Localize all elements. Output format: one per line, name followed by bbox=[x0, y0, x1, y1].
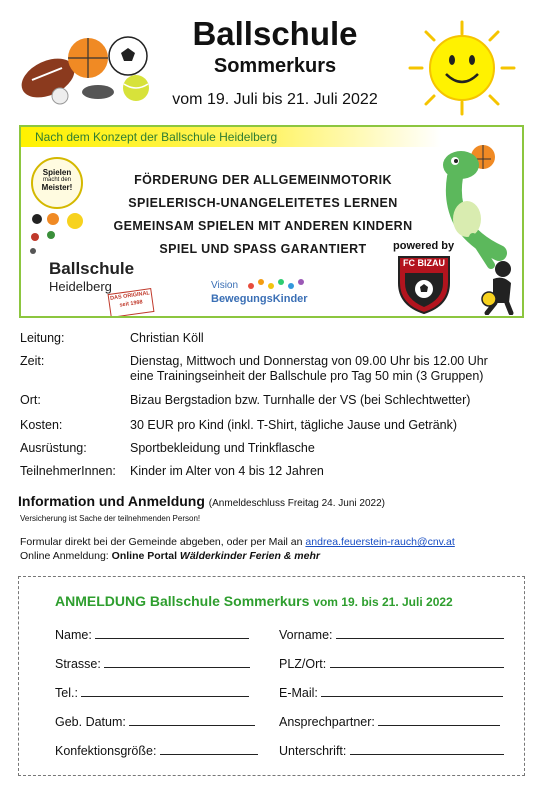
info-label-teilnehmer: TeilnehmerInnen: bbox=[20, 464, 116, 478]
field-geb-line[interactable] bbox=[129, 712, 255, 726]
field-name-line[interactable] bbox=[95, 625, 249, 639]
form-title-dates: vom 19. bis 21. Juli 2022 bbox=[313, 595, 453, 609]
field-konfektionsgroesse[interactable] bbox=[55, 741, 258, 758]
field-plz-label: PLZ/Ort: bbox=[279, 657, 327, 671]
form-submission-label: Formular direkt bei der Gemeinde abgeben, oder per Mail an bbox=[20, 536, 303, 548]
field-email-label: E-Mail: bbox=[279, 686, 318, 700]
child-with-ball-image bbox=[479, 259, 521, 315]
field-strasse-line[interactable] bbox=[104, 654, 250, 668]
info-value-zeit-2: eine Trainingseinheit der Ballschule pro Tag 50 min (3 Gruppen) bbox=[130, 369, 484, 383]
registration-heading bbox=[18, 493, 385, 509]
info-value-ort: Bizau Bergstadion bzw. Turnhalle der VS (bei Schlechtwetter) bbox=[130, 393, 471, 407]
field-vorname-label: Vorname: bbox=[279, 628, 333, 642]
ballschule-logo-name: Ballschule bbox=[49, 259, 135, 278]
info-label-ort: Ort: bbox=[20, 393, 41, 407]
small-balls-icon bbox=[27, 211, 87, 257]
online-portal-text: Online Portal bbox=[111, 550, 177, 562]
info-label-leitung: Leitung: bbox=[20, 331, 65, 345]
field-ansprechpartner[interactable] bbox=[279, 712, 500, 729]
field-unterschrift-line[interactable] bbox=[350, 741, 504, 755]
feature-3: GEMEINSAM SPIELEN MIT ANDEREN KINDERN bbox=[113, 219, 413, 233]
field-ansprech-line[interactable] bbox=[378, 712, 500, 726]
field-unterschrift[interactable] bbox=[279, 741, 504, 758]
registration-form-title bbox=[55, 593, 453, 609]
field-email-line[interactable] bbox=[321, 683, 503, 697]
field-tel-label: Tel.: bbox=[55, 686, 78, 700]
info-value-ausruestung: Sportbekleidung und Trinkflasche bbox=[130, 441, 315, 455]
form-title-text: ANMELDUNG Ballschule Sommerkurs bbox=[55, 593, 310, 609]
sports-balls-image bbox=[18, 30, 158, 110]
info-value-zeit: Dienstag, Mittwoch und Donnerstag von 09.00 Uhr bis 12.00 Uhr bbox=[130, 354, 488, 368]
concept-banner bbox=[19, 125, 524, 318]
field-ansprech-label: Ansprechpartner: bbox=[279, 715, 375, 729]
field-geb-datum[interactable] bbox=[55, 712, 255, 729]
field-tel-line[interactable] bbox=[81, 683, 249, 697]
feature-2: SPIELERISCH-UNANGELEITETES LERNEN bbox=[128, 196, 398, 210]
field-unterschrift-label: Unterschrift: bbox=[279, 744, 347, 758]
info-value-teilnehmer: Kinder im Alter von 4 bis 12 Jahren bbox=[130, 464, 324, 478]
page-subtitle: Sommerkurs bbox=[213, 55, 337, 77]
sun-icon bbox=[396, 18, 528, 118]
field-geb-label: Geb. Datum: bbox=[55, 715, 126, 729]
vision-logo-line2: BewegungsKinder bbox=[211, 293, 308, 305]
registration-deadline: (Anmeldeschluss Freitag 24. Juni 2022) bbox=[208, 498, 385, 509]
online-registration bbox=[20, 550, 320, 562]
info-label-zeit: Zeit: bbox=[20, 354, 45, 368]
vision-dots-icon bbox=[245, 277, 315, 291]
info-label-kosten: Kosten: bbox=[20, 418, 63, 432]
badge-line-2: macht den bbox=[42, 177, 72, 183]
course-dates: vom 19. Juli bis 21. Juli 2022 bbox=[172, 91, 378, 108]
ballschule-logo-city: Heidelberg bbox=[49, 279, 112, 294]
online-portal-name: Wälderkinder Ferien & mehr bbox=[179, 550, 320, 562]
powered-by-text: powered by bbox=[393, 240, 455, 252]
insurance-note: Versicherung ist Sache der teilnehmenden Person! bbox=[20, 514, 201, 523]
registration-heading-text: Information und Anmeldung bbox=[18, 493, 205, 509]
page-title: Ballschule bbox=[192, 15, 358, 52]
registration-form bbox=[18, 576, 525, 776]
email-link[interactable]: andrea.feuerstein-rauch@cnv.at bbox=[305, 536, 455, 548]
feature-4: SPIEL UND SPASS GARANTIERT bbox=[159, 242, 367, 256]
info-value-kosten: 30 EUR pro Kind (inkl. T-Shirt, tägliche Jause und Getränk) bbox=[130, 418, 458, 432]
field-vorname-line[interactable] bbox=[336, 625, 504, 639]
online-registration-label: Online Anmeldung: bbox=[20, 550, 109, 562]
fc-bizau-label: FC BIZAU bbox=[403, 258, 445, 268]
field-plz-ort[interactable] bbox=[279, 654, 504, 671]
field-name-label: Name: bbox=[55, 628, 92, 642]
badge-line-3: Meister! bbox=[41, 183, 73, 192]
field-tel[interactable] bbox=[55, 683, 249, 700]
field-plz-line[interactable] bbox=[330, 654, 504, 668]
info-label-ausruestung: Ausrüstung: bbox=[20, 441, 87, 455]
feature-1: FÖRDERUNG DER ALLGEMEINMOTORIK bbox=[134, 173, 392, 187]
field-strasse-label: Strasse: bbox=[55, 657, 101, 671]
field-konf-line[interactable] bbox=[160, 741, 258, 755]
concept-text: Nach dem Konzept der Ballschule Heidelberg bbox=[35, 130, 278, 144]
badge-line-1: Spielen bbox=[42, 168, 72, 177]
vision-logo-line1: Vision bbox=[211, 280, 239, 291]
field-konf-label: Konfektionsgröße: bbox=[55, 744, 157, 758]
spielen-badge bbox=[31, 157, 83, 209]
field-vorname[interactable] bbox=[279, 625, 504, 642]
form-submission-text bbox=[20, 536, 455, 548]
field-name[interactable] bbox=[55, 625, 249, 642]
field-email[interactable] bbox=[279, 683, 503, 700]
original-stamp: DAS ORIGINAL seit 1998 bbox=[108, 288, 155, 318]
field-strasse[interactable] bbox=[55, 654, 250, 671]
info-value-leitung: Christian Köll bbox=[130, 331, 204, 345]
